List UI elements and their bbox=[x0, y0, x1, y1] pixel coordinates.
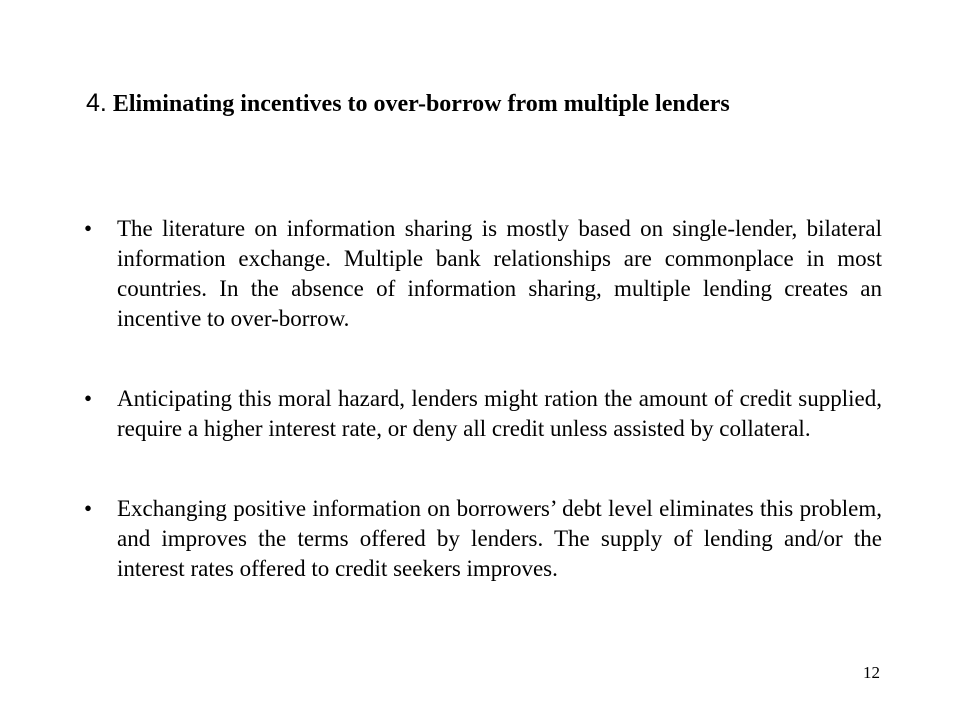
bullet-item bbox=[84, 384, 882, 444]
bullet-item bbox=[84, 214, 882, 334]
bullet-list bbox=[84, 214, 882, 634]
bullet-text: Exchanging positive information on borrowers’ debt level eliminates this problem, and improves the terms offered by lenders. The supply of lending and/or the interest rates offered to credit seekers improves. bbox=[117, 496, 882, 581]
page-number: 12 bbox=[863, 663, 880, 682]
slide-title bbox=[86, 86, 906, 121]
bullet-item bbox=[84, 494, 882, 584]
bullet-marker: • bbox=[84, 216, 93, 241]
bullet-text: The literature on information sharing is mostly based on single-lender, bilateral information exchange. Multiple bank relationships are commonplace in most countries. In the absence of information sharing, multiple lending creates an incentive to over-borrow. bbox=[117, 216, 882, 331]
bullet-marker: • bbox=[84, 496, 93, 521]
bullet-marker: • bbox=[84, 386, 93, 411]
title-text: Eliminating incentives to over-borrow from multiple lenders bbox=[112, 91, 730, 117]
title-number: 4. bbox=[86, 89, 107, 117]
bullet-text: Anticipating this moral hazard, lenders might ration the amount of credit supplied, require a higher interest rate, or deny all credit unless assisted by collateral. bbox=[117, 386, 882, 441]
